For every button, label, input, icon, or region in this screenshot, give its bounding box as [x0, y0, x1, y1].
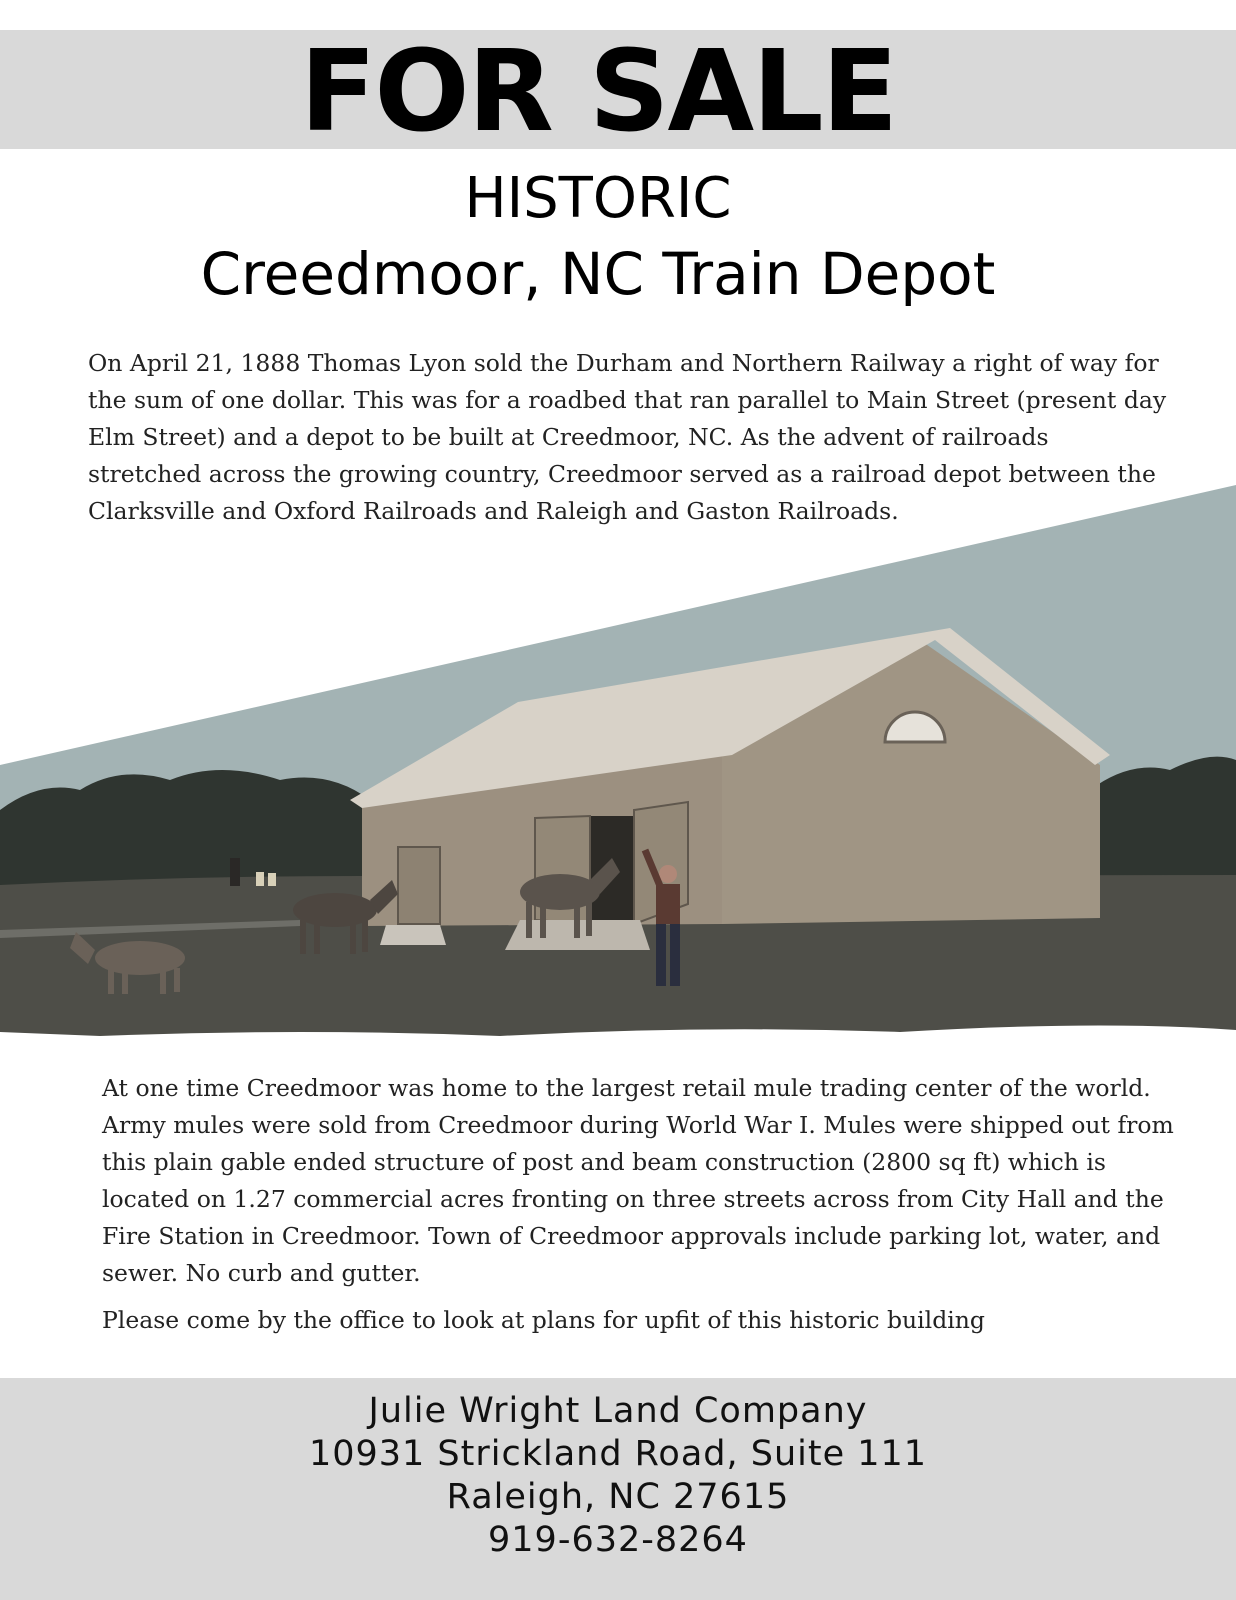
distant-child-1 [256, 872, 264, 886]
details-paragraph: At one time Creedmoor was home to the largest retail mule trading center of the world. Army mules were sold from Creedmoor during World War I. Mules were shipped out from this plain gable ended structure of post and beam construction (2800 sq ft) which is located on 1.27 commercial acres fronting on three streets across from City Hall and the Fire Station in Creedmoor. Town of Creedmoor approvals include parking lot, water, and sewer. No curb and gutter. [102, 1074, 1174, 1287]
phone-number: 919-632-8264 [488, 1520, 748, 1560]
street-address: 10931 Strickland Road, Suite 111 [308, 1434, 928, 1474]
depot-heading: Creedmoor, NC Train Depot [200, 240, 996, 308]
for-sale-title: FOR SALE [299, 27, 897, 157]
depot-illustration [0, 480, 1236, 1060]
invite-paragraph: Please come by the office to look at plans for upfit of this historic building [102, 1306, 985, 1334]
intro-paragraph: On April 21, 1888 Thomas Lyon sold the Durham and Northern Railway a right of way for the sum of one dollar. This was for a roadbed that ran parallel to Main Street (present day Elm Street) and a depot to be built at Creedmoor, NC. As the advent of railroads stretched across the growing country, Creedmoor served as a railroad depot between the Clarksville and Oxford Railroads and Raleigh and Gaston Railroads. [88, 349, 1167, 525]
small-door [398, 847, 440, 924]
distant-child-2 [268, 873, 276, 886]
company-name: Julie Wright Land Company [368, 1391, 868, 1431]
steps [380, 925, 446, 945]
historic-heading: HISTORIC [464, 166, 732, 231]
distant-person [230, 858, 240, 886]
city-state-zip: Raleigh, NC 27615 [446, 1477, 790, 1517]
